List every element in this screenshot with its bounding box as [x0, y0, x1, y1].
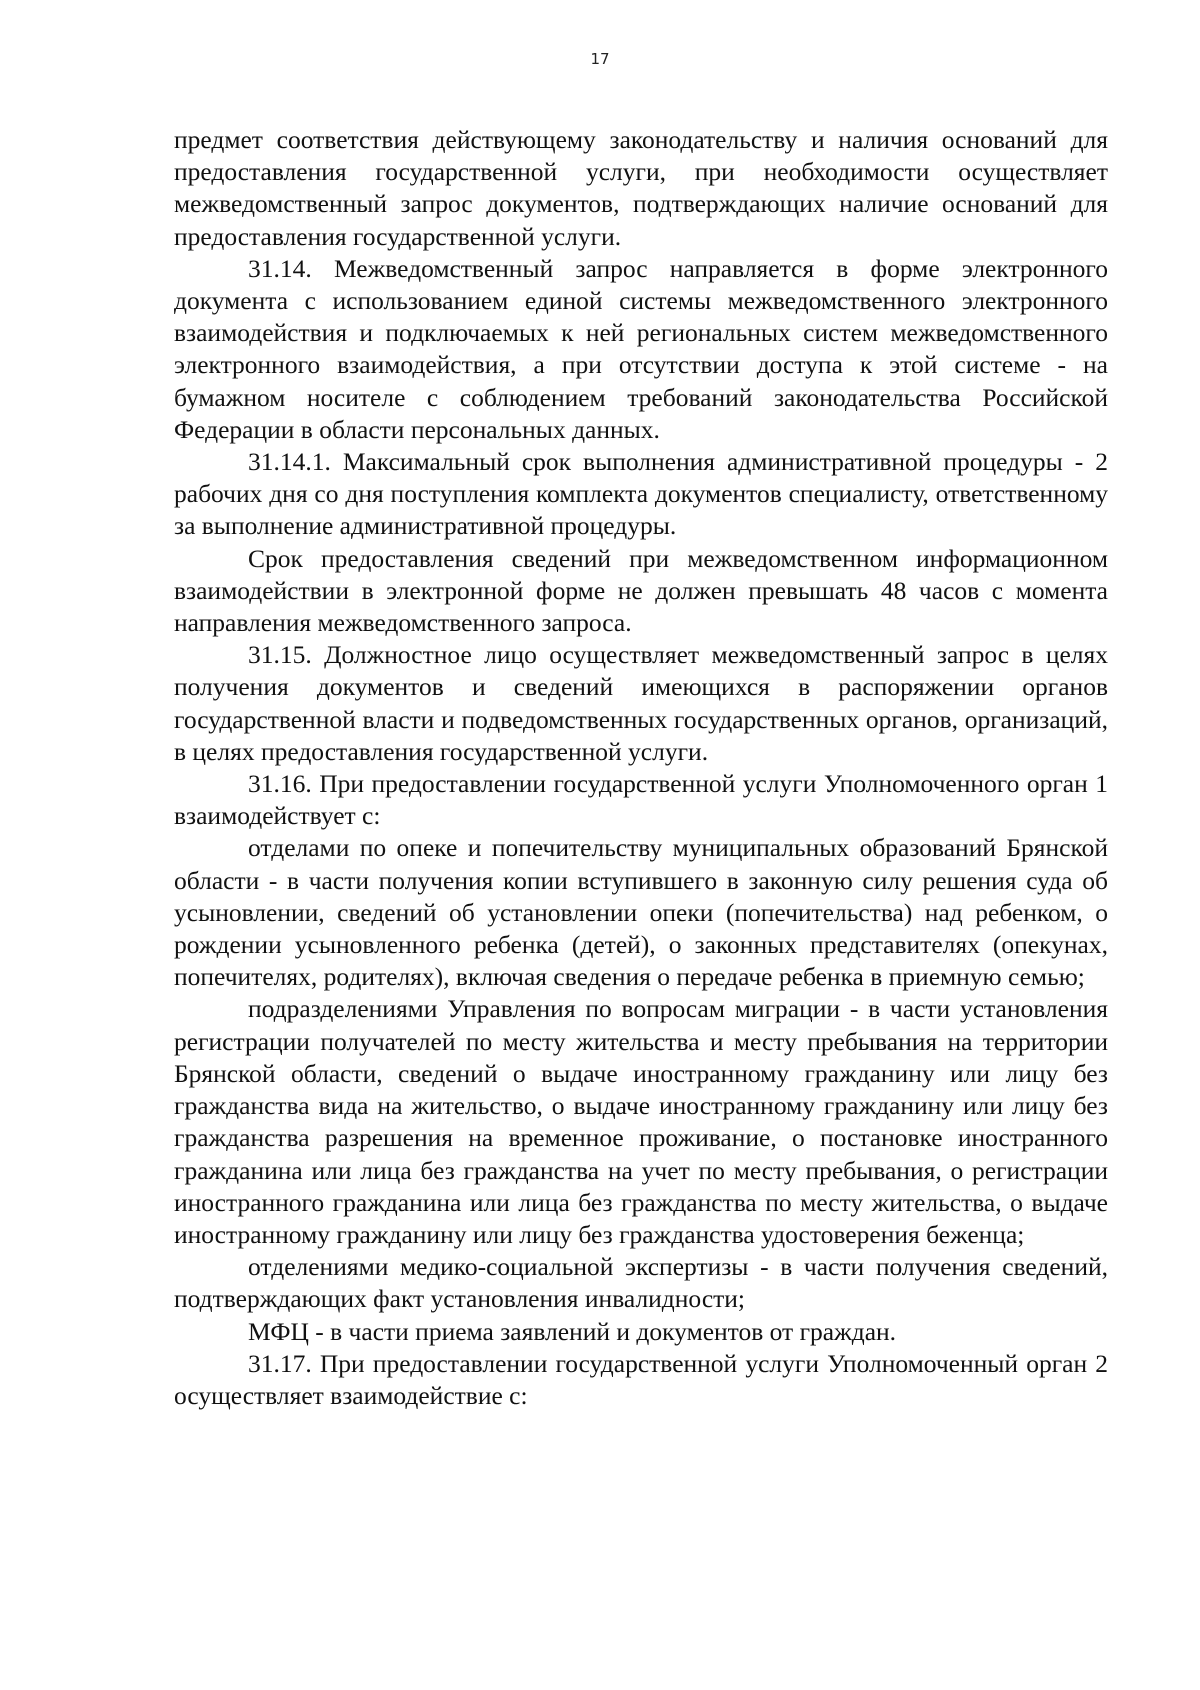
- document-body: [174, 124, 1108, 1412]
- paragraph-31-14: 31.14. Межведомственный запрос направляется в форме электронного документа с использованием единой системы межведомственного электронного взаимодействия и подключаемых к ней региональных систем межведомственного электронного взаимодействия, а при отсутствии доступа к этой системе - на бумажном носителе с соблюдением требований законодательства Российской Федерации в области персональных данных.: [174, 253, 1108, 444]
- paragraph-guardianship: отделами по опеке и попечительству муниципальных образований Брянской области - в части получения копии вступившего в законную силу решения суда об усыновлении, сведений об установлении опеки (попечительства) над ребенком, о рождении усыновленного ребенка (детей), о законных представителях (опекунах, попечителях, родителях), включая сведения о передаче ребенка в приемную семью;: [174, 833, 1108, 992]
- paragraph-31-16: 31.16. При предоставлении государственной услуги Уполномоченного орган 1 взаимодействует с:: [174, 769, 1108, 831]
- paragraph-deadline: Срок предоставления сведений при межведомственном информационном взаимодействии в электронной форме не должен превышать 48 часов с момента направления межведомственного запроса.: [174, 543, 1108, 638]
- paragraph-31-17: 31.17. При предоставлении государственной услуги Уполномоченный орган 2 осуществляет взаимодействие с:: [174, 1348, 1108, 1410]
- paragraph-migration: подразделениями Управления по вопросам миграции - в части установления регистрации получателей по месту жительства и месту пребывания на территории Брянской области, сведений о выдаче иностранному гражданину или лицу без гражданства вида на жительство, о выдаче иностранному гражданину или лицу без гражданства разрешения на временное проживание, о постановке иностранного гражданина или лица без гражданства на учет по месту пребывания, о регистрации иностранного гражданина или лица без гражданства по месту жительства, о выдаче иностранному гражданину или лицу без гражданства удостоверения беженца;: [174, 994, 1108, 1249]
- paragraph-continuation: предмет соответствия действующему законодательству и наличия оснований для предоставления государственной услуги, при необходимости осуществляет межведомственный запрос документов, подтверждающих наличие оснований для предоставления государственной услуги.: [174, 125, 1108, 251]
- paragraph-mfc: МФЦ - в части приема заявлений и документов от граждан.: [248, 1316, 897, 1346]
- paragraph-31-15: 31.15. Должностное лицо осуществляет межведомственный запрос в целях получения документов и сведений имеющихся в распоряжении органов государственной власти и подведомственных государственных органов, организаций, в целях предоставления государственной услуги.: [174, 640, 1108, 766]
- paragraph-medical-expertise: отделениями медико-социальной экспертизы - в части получения сведений, подтверждающих факт установления инвалидности;: [174, 1252, 1108, 1314]
- page-number: 17: [590, 50, 610, 68]
- paragraph-31-14-1: 31.14.1. Максимальный срок выполнения административной процедуры - 2 рабочих дня со дня поступления комплекта документов специалисту, ответственному за выполнение административной процедуры.: [174, 447, 1108, 541]
